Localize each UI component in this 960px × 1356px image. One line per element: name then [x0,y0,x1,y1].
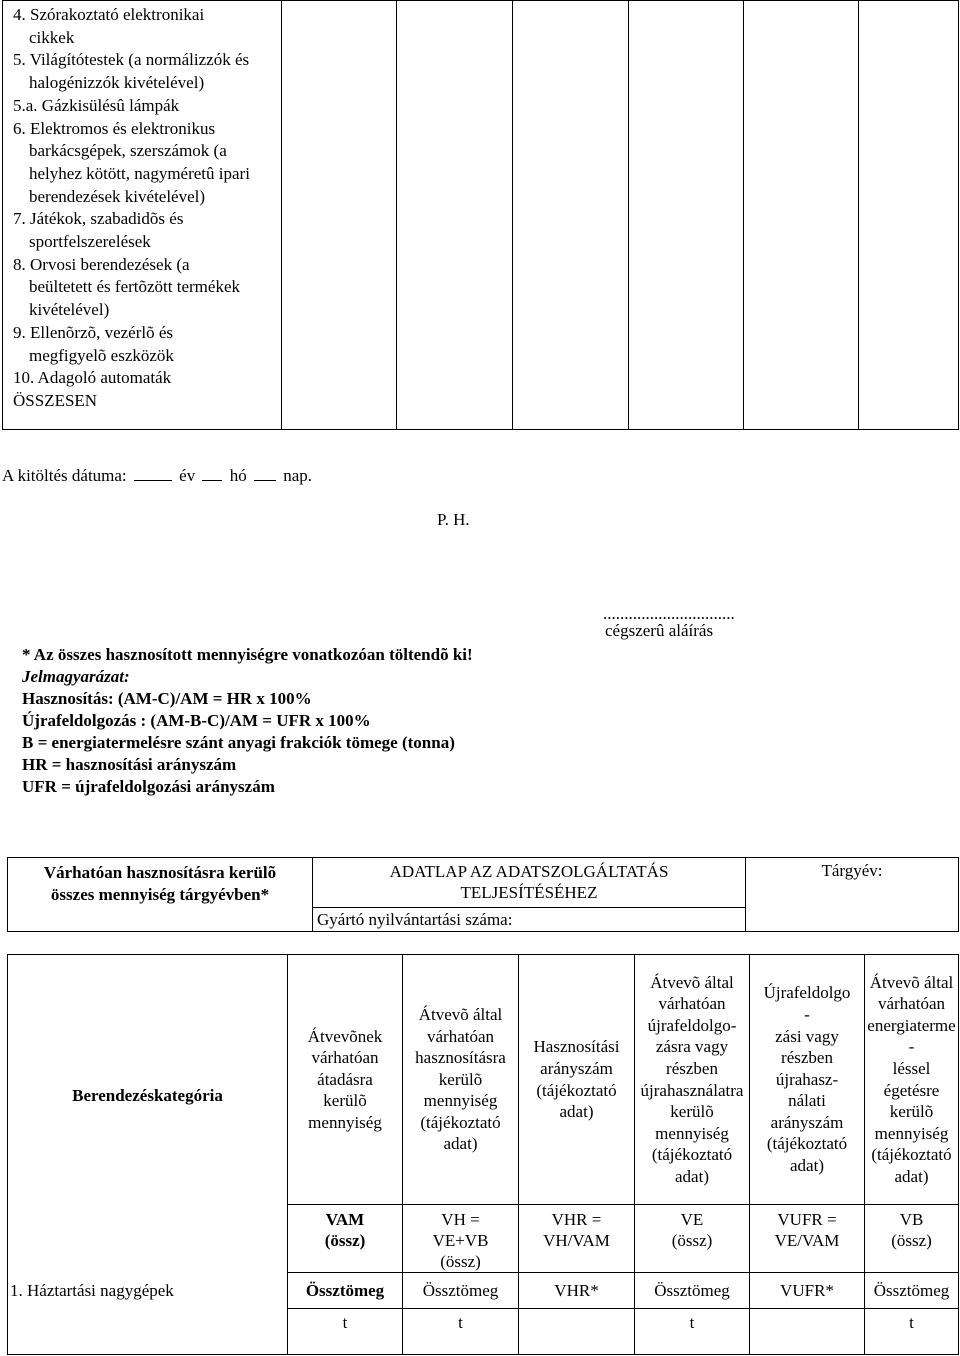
category-item: 5. Világítótestek (a normálizzók és [13,50,250,70]
year-blank[interactable] [134,479,172,481]
category-item-continuation: barkácsgépek, szerszámok (a [29,141,227,161]
column-header-line: mennyiség [655,1123,729,1143]
column-header-line: adat) [559,1102,594,1122]
day-blank[interactable] [254,479,276,481]
column-header [288,955,403,1205]
column-code-line: VH = [441,1210,480,1229]
signature-line: ............................... [603,604,735,623]
column-header-line: újrafeldolgo- [647,1015,737,1035]
column-header-line: adat) [894,1166,929,1186]
column-code-line: VE+VB [432,1231,489,1250]
column-code [519,1205,635,1273]
form-title-line: TELJESÍTÉSÉHEZ [460,883,598,902]
registry-label: Gyártó nyilvántartási száma: [317,909,513,929]
column-header-line: (tájékoztató [651,1145,733,1165]
data-cell[interactable] [859,1,959,430]
legend-line: B = energiatermelésre szánt anyagi frakciók tömege (tonna) [22,733,455,752]
year-label: év [179,466,196,485]
column-unit[interactable]: t [635,1309,750,1355]
column-code-line: (össz) [324,1231,366,1250]
column-header [750,955,865,1205]
column-header-line: Újrafeldolgo [763,983,851,1003]
form-header-table [7,857,959,932]
column-header-line: arányszám [770,1112,844,1132]
column-header-line: zási vagy [775,1026,839,1046]
category-item-continuation: kivételével) [29,300,110,320]
category-item-continuation: berendezések kivételével) [29,186,206,206]
column-header-line: mennyiség [874,1123,949,1143]
data-cell[interactable] [282,1,397,430]
column-header-line: - [804,1004,810,1024]
column-code [288,1205,403,1273]
column-code-line: VB [899,1210,924,1229]
category-column-cell [8,955,288,1355]
column-total-label: Össztömeg [288,1273,403,1309]
column-header-line: adat) [675,1166,709,1186]
column-header [403,955,519,1205]
year-cell[interactable] [746,858,959,932]
category-column-header: Berendezéskategória [72,1086,223,1105]
category-list [3,1,281,413]
expected-total-line: Várhatóan hasznosításra kerülõ [43,863,277,882]
column-header-line: Hasznosítási [533,1037,620,1057]
category-item-continuation: cikkek [29,27,75,47]
column-header-line: arányszám [540,1058,613,1078]
column-header-line: részben [781,1048,833,1068]
column-code [635,1205,750,1273]
category-item: 9. Ellenõrzõ, vezérlõ és [13,322,174,342]
column-header-line: (tájékoztató [420,1112,501,1132]
legend-block [22,644,473,798]
completion-date-line [2,466,312,486]
category-item-continuation: beültetett és fertõzött termékek [29,277,240,297]
column-header-line: energiaterme [867,1015,956,1035]
column-header-line: átadásra [317,1069,373,1089]
column-total-label: VHR* [519,1273,635,1309]
category-item: 8. Orvosi berendezések (a [13,254,190,274]
data-table [7,954,959,1355]
column-code [750,1205,865,1273]
column-header-line: várhatóan [658,994,726,1014]
column-header-line: - [908,1037,915,1057]
column-unit[interactable] [519,1309,635,1355]
expected-total-header [8,858,313,932]
table-header-row [8,955,959,1205]
column-header-line: mennyiség [423,1091,498,1111]
form-title-line: ADATLAP AZ ADATSZOLGÁLTATÁS [389,862,669,881]
legend-note: * Az összes hasznosított mennyiségre vonatkozóan töltendõ ki! [22,645,473,664]
data-cell[interactable] [513,1,629,430]
column-header-line: égetésre [883,1080,940,1100]
column-header-line: hasznosításra [415,1048,506,1068]
column-unit[interactable] [750,1309,865,1355]
legend-line: Újrafeldolgozás : (AM-B-C)/AM = UFR x 100% [22,711,371,730]
registry-cell[interactable] [313,908,746,932]
column-header-line: várhatóan [877,994,946,1014]
category-item: 7. Játékok, szabadidõs és [13,209,184,229]
data-cell[interactable] [397,1,513,430]
column-code-line: VHR = [551,1210,602,1229]
legend-lines [22,688,473,798]
column-header [865,955,959,1205]
column-header-line: várhatóan [311,1048,379,1068]
column-unit[interactable]: t [403,1309,519,1355]
column-header-line: mennyiség [308,1112,382,1132]
column-header-line: várhatóan [426,1026,495,1046]
stamp-placeholder: P. H. [437,510,470,529]
column-header-line: kerülõ [889,1102,934,1122]
legend-title: Jelmagyarázat: [22,667,130,686]
legend-line: UFR = újrafeldolgozási arányszám [22,777,275,796]
column-unit[interactable]: t [288,1309,403,1355]
column-header-line: újrahasz- [775,1069,839,1089]
column-header-line: Átvevõnek [307,1026,383,1046]
month-blank[interactable] [202,479,222,481]
data-cell[interactable] [744,1,859,430]
category-item: 4. Szórakoztató elektronikai [13,5,205,24]
category-item-continuation: megfigyelõ eszközök [29,345,174,365]
column-header-line: léssel [892,1058,931,1078]
column-code-line: (össz) [440,1252,481,1271]
column-header-line: Átvevõ által [869,972,954,992]
data-cell[interactable] [629,1,744,430]
column-header [635,955,750,1205]
year-field-label: Tárgyév: [821,861,883,880]
category-list-cell [3,1,282,430]
column-header-line: adat) [790,1156,824,1176]
expected-total-line: összes mennyiség tárgyévben* [50,885,270,904]
column-header-line: kerülõ [438,1069,483,1089]
column-header-line: részben [666,1058,718,1078]
column-code-line: VE/VAM [774,1231,840,1250]
column-code-line: VE [680,1210,704,1229]
column-total-label: Össztömeg [403,1273,519,1309]
category-item-continuation: helyhez kötött, nagyméretû ipari [29,163,250,183]
column-unit[interactable]: t [865,1309,959,1355]
month-label: hó [229,466,247,485]
column-code-line: (össz) [671,1231,713,1250]
column-total-label: Össztömeg [865,1273,959,1309]
date-label: A kitöltés dátuma: [2,466,127,485]
column-header-line: (tájékoztató [871,1145,952,1165]
category-summary-table [2,0,959,430]
column-code-line: (össz) [891,1231,932,1250]
category-item: 10. Adagoló automaták [13,368,172,388]
category-item-continuation: halogénizzók kivételével) [29,73,205,93]
column-total-label: VUFR* [750,1273,865,1309]
form-title-cell [313,858,746,908]
column-header-line: (tájékoztató [766,1134,848,1154]
column-header-line: Átvevõ által [650,972,734,992]
signature-label: cégszerû aláírás [605,621,714,640]
category-item-continuation: sportfelszerelések [29,232,151,252]
column-code-line: VUFR = [777,1210,837,1229]
category-item: ÖSSZESEN [13,390,98,410]
column-code-line: VH/VAM [543,1231,610,1250]
column-header [519,955,635,1205]
column-header-line: (tájékoztató [536,1080,617,1100]
column-header-line: zásra vagy [655,1037,729,1057]
legend-line: HR = hasznosítási arányszám [22,755,237,774]
column-code-line: VAM [325,1210,365,1229]
column-header-line: adat) [443,1134,478,1154]
column-total-label: Össztömeg [635,1273,750,1309]
column-header-line: újrahasználatra kerülõ [640,1080,744,1122]
category-item: 5.a. Gázkisülésû lámpák [13,95,180,115]
legend-line: Hasznosítás: (AM-C)/AM = HR x 100% [22,689,312,708]
first-category-row: 1. Háztartási nagygépek [10,1281,174,1300]
column-header-line: nálati [788,1091,826,1111]
day-label: nap. [283,466,312,485]
category-item: 6. Elektromos és elektronikus [13,118,216,138]
column-header-line: kerülõ [323,1091,367,1111]
column-header-line: Átvevõ által [418,1004,503,1024]
column-code [865,1205,959,1273]
column-code [403,1205,519,1273]
